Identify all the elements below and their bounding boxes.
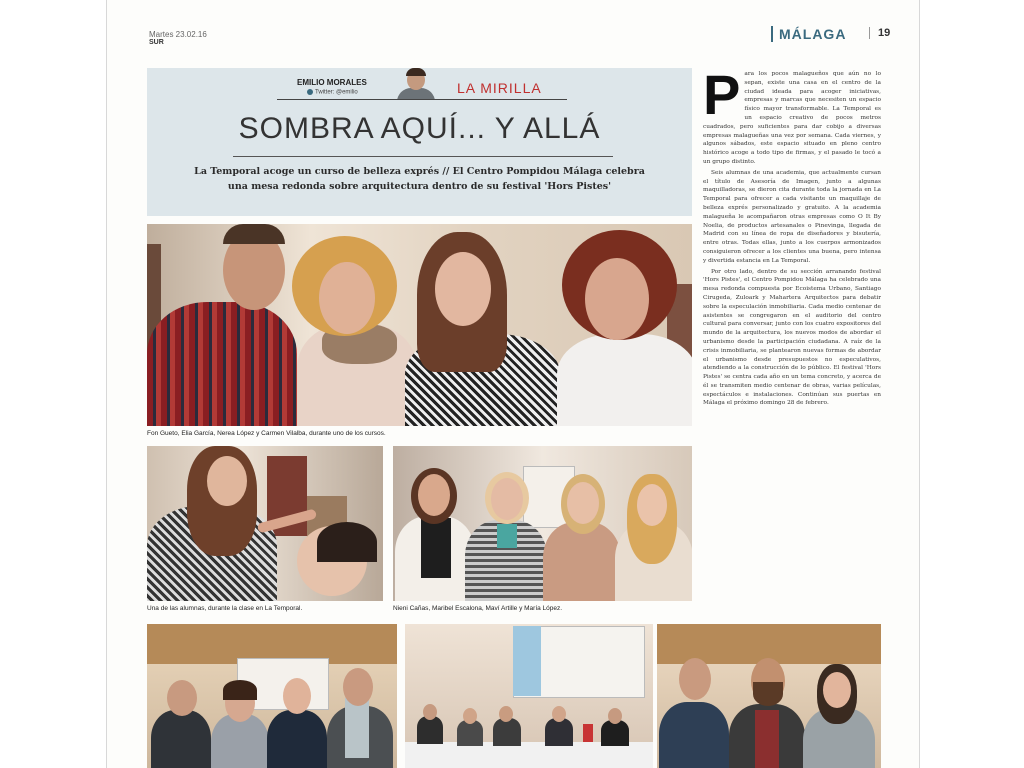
column-name: LA MIRILLA <box>457 80 542 96</box>
makeup-class-caption: Una de las alumnas, durante la clase en La Temporal. <box>147 605 303 612</box>
article-paragraph: ara los pocos malagueños que aún no lo sepan, existe una casa en el centro de la ciudad ideada para acoger iniciativas, empresas y marcas que necesiten un espacio físico mayor transformable. La Temporal es un espacio creativo de pocos metros cuadrados, pero suficientes para dar cobijo a diversas empresas malagueñas una vez por semana. Cada viernes, y algunos sábados, este espacio situado en pleno centro histórico acoge a todo tipo de firmas, y el pasado le tocó a un grupo distinto. <box>703 71 881 165</box>
headline-rule <box>233 156 613 157</box>
page-number: 19 <box>869 27 890 39</box>
main-photo-caption: Fon Gueto, Elia García, Nerea López y Carmen Vilalba, durante uno de los cursos. <box>147 430 386 437</box>
round-table-photo <box>405 624 653 768</box>
architects-group-photo <box>147 624 397 768</box>
subhead: La Temporal acoge un curso de belleza exprés // El Centro Pompidou Málaga celebra una mesa redonda sobre arquitectura dentro de su festival 'Hors Pistes' <box>194 166 645 192</box>
article-paragraph: Por otro lado, dentro de su sección arranando festival 'Hors Pistes', el Centro Pompidou Málaga ha celebrado una mesa redonda compuesta por Ecoistema Urbano, Santiago Cirugeda, Zuloark y Mahartera Arquitectos para debatir sobre la especulación inmobiliaria. Cada medio centenar de asistentes se congregaron en el auditorio del centro cultural para conversar, junto con los cuatro expositores del mundo de la arquitectura, los nuevos modos de abordar el urbanismo desde la participación ciudadana. A raíz de la crisis inmobiliaria, se plantearon nuevas formas de abordar el urbanismo desde presupuestos no especulativos, atendiendo a la construcción de lo público. El festival 'Hors Pistes' se centra cada año en un tema concreto, y acerca de él se transmiten medio centenar de obras, varias películas, espectáculos e instalaciones. Continúan sus puertas en Málaga el próximo domingo 28 de febrero. <box>703 268 881 407</box>
dropcap: P <box>703 70 741 126</box>
publication-name: SUR <box>149 39 164 46</box>
author-name: EMILIO MORALES <box>297 78 367 87</box>
article-paragraph: Seis alumnas de una academia, que actualmente cursan el título de Asesoría de Imagen, junto a algunas maquilladoras, se dieron cita durante toda la jornada en La Temporal para ofrecer a cada visitante un maquillaje de belleza exprés personalizado y gratuito. A la academia malagueña le acompañaron otras empresas como O It By Noelia, de productos artesanales o Pinevinga, llegada de Madrid con su línea de ropa de diseñadores y bisutería, entre otras. Todas ellas, junto a los cuerpos armonizados consiguieron ofrecer a los clientes una buena, pero intensa y divertida estancia en La Temporal. <box>703 169 881 264</box>
author-photo <box>385 68 445 100</box>
author-handle <box>307 89 358 96</box>
three-people-photo <box>657 624 881 768</box>
section-name: MÁLAGA <box>771 26 846 42</box>
article-body <box>703 70 881 610</box>
issue-date: Martes 23.02.16 <box>149 30 207 39</box>
four-women-caption: Nieni Cañas, Maribel Escalona, Maví Artille y María López. <box>393 605 563 612</box>
makeup-class-photo <box>147 446 383 601</box>
main-photo <box>147 224 692 426</box>
headline: SOMBRA AQUÍ... Y ALLÁ <box>238 112 601 145</box>
author-handle-text: Twitter: @emilio <box>315 89 358 96</box>
header-rule <box>277 99 567 100</box>
newspaper-page <box>106 0 920 768</box>
four-women-photo <box>393 446 692 601</box>
twitter-icon <box>307 89 313 95</box>
column-header <box>147 68 692 216</box>
